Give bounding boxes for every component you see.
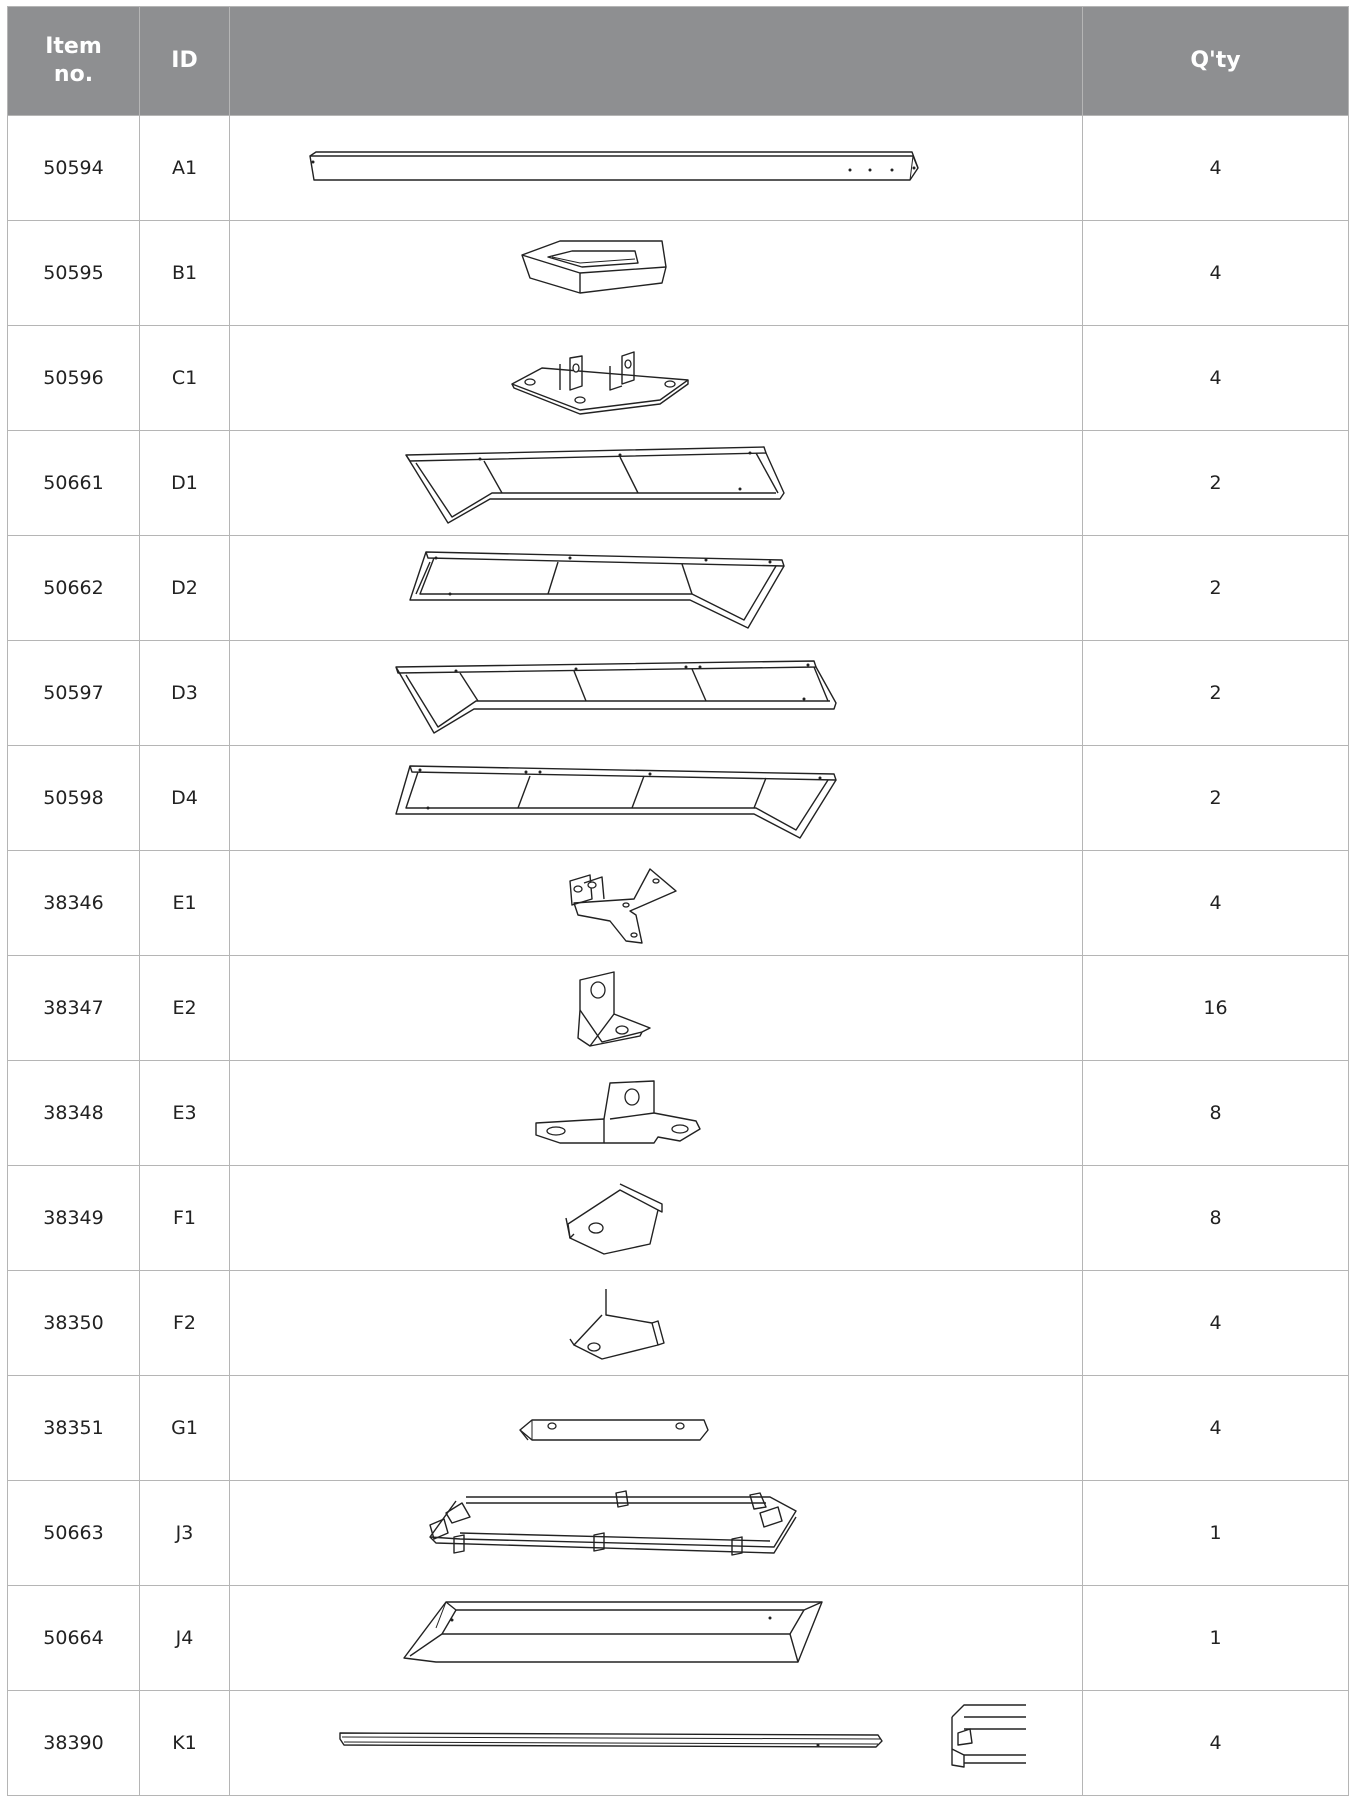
part-image <box>230 1271 1083 1376</box>
item-number: 50662 <box>8 536 140 641</box>
part-id: C1 <box>140 326 230 431</box>
base-plate-icon <box>230 328 1083 428</box>
header-row <box>8 7 1349 116</box>
quantity: 4 <box>1083 221 1349 326</box>
quantity: 2 <box>1083 641 1349 746</box>
part-id: B1 <box>140 221 230 326</box>
header-id: ID <box>140 7 230 116</box>
item-number: 38349 <box>8 1166 140 1271</box>
item-number: 50598 <box>8 746 140 851</box>
quantity: 4 <box>1083 1271 1349 1376</box>
part-image <box>230 536 1083 641</box>
table-row <box>8 221 1349 326</box>
item-number: 38351 <box>8 1376 140 1481</box>
quantity: 8 <box>1083 1061 1349 1166</box>
quantity: 8 <box>1083 1166 1349 1271</box>
item-number: 50661 <box>8 431 140 536</box>
table-row <box>8 1166 1349 1271</box>
quantity: 2 <box>1083 431 1349 536</box>
frame-icon <box>230 748 1083 848</box>
table-row <box>8 1586 1349 1691</box>
header-item-no: Item no. <box>8 7 140 116</box>
part-id: J4 <box>140 1586 230 1691</box>
bracket-icon <box>230 1063 1083 1163</box>
item-number: 50663 <box>8 1481 140 1586</box>
quantity: 4 <box>1083 116 1349 221</box>
bracket-icon <box>230 1273 1083 1373</box>
part-image <box>230 116 1083 221</box>
item-number: 38346 <box>8 851 140 956</box>
table-row <box>8 1061 1349 1166</box>
part-image <box>230 1376 1083 1481</box>
table-row <box>8 326 1349 431</box>
part-id: E3 <box>140 1061 230 1166</box>
part-id: F1 <box>140 1166 230 1271</box>
quantity: 1 <box>1083 1586 1349 1691</box>
part-id: D1 <box>140 431 230 536</box>
part-image <box>230 431 1083 536</box>
table-row <box>8 536 1349 641</box>
table-row <box>8 1271 1349 1376</box>
part-id: E1 <box>140 851 230 956</box>
quantity: 4 <box>1083 326 1349 431</box>
part-id: E2 <box>140 956 230 1061</box>
frame-icon <box>230 433 1083 533</box>
part-id: G1 <box>140 1376 230 1481</box>
part-id: D3 <box>140 641 230 746</box>
quantity: 4 <box>1083 1691 1349 1796</box>
part-image <box>230 1481 1083 1586</box>
item-number: 50594 <box>8 116 140 221</box>
square-tube-icon <box>230 118 1083 218</box>
item-number: 38347 <box>8 956 140 1061</box>
table-row <box>8 1376 1349 1481</box>
part-id: D2 <box>140 536 230 641</box>
part-id: J3 <box>140 1481 230 1586</box>
quantity: 2 <box>1083 746 1349 851</box>
table-row <box>8 116 1349 221</box>
frame-icon <box>230 538 1083 638</box>
quantity: 2 <box>1083 536 1349 641</box>
part-id: A1 <box>140 116 230 221</box>
part-image <box>230 641 1083 746</box>
part-image <box>230 326 1083 431</box>
parts-table <box>7 6 1349 1796</box>
part-image <box>230 1061 1083 1166</box>
part-image <box>230 221 1083 326</box>
item-number: 50596 <box>8 326 140 431</box>
tray-icon <box>230 1588 1083 1688</box>
bracket-icon <box>230 1168 1083 1268</box>
part-image <box>230 746 1083 851</box>
header-image <box>230 7 1083 116</box>
part-id: F2 <box>140 1271 230 1376</box>
item-number: 50597 <box>8 641 140 746</box>
item-number: 38350 <box>8 1271 140 1376</box>
part-id: D4 <box>140 746 230 851</box>
table-row <box>8 956 1349 1061</box>
item-number: 50664 <box>8 1586 140 1691</box>
square-cap-icon <box>230 223 1083 323</box>
header-qty: Q'ty <box>1083 7 1349 116</box>
table-row <box>8 1481 1349 1586</box>
table-row <box>8 1691 1349 1796</box>
parts-list <box>7 6 1348 1796</box>
part-image <box>230 1586 1083 1691</box>
part-image <box>230 1691 1083 1796</box>
item-number: 38390 <box>8 1691 140 1796</box>
part-image <box>230 956 1083 1061</box>
bracket-icon <box>230 853 1083 953</box>
table-row <box>8 851 1349 956</box>
frame-icon <box>230 643 1083 743</box>
part-image <box>230 1166 1083 1271</box>
quantity: 4 <box>1083 1376 1349 1481</box>
table-row <box>8 431 1349 536</box>
table-row <box>8 641 1349 746</box>
short-tube-icon <box>230 1378 1083 1478</box>
item-number: 50595 <box>8 221 140 326</box>
quantity: 16 <box>1083 956 1349 1061</box>
part-id: K1 <box>140 1691 230 1796</box>
quantity: 4 <box>1083 851 1349 956</box>
table-row <box>8 746 1349 851</box>
item-number: 38348 <box>8 1061 140 1166</box>
rail-icon <box>230 1693 1083 1793</box>
quantity: 1 <box>1083 1481 1349 1586</box>
frame-assembly-icon <box>230 1483 1083 1583</box>
part-image <box>230 851 1083 956</box>
bracket-icon <box>230 958 1083 1058</box>
